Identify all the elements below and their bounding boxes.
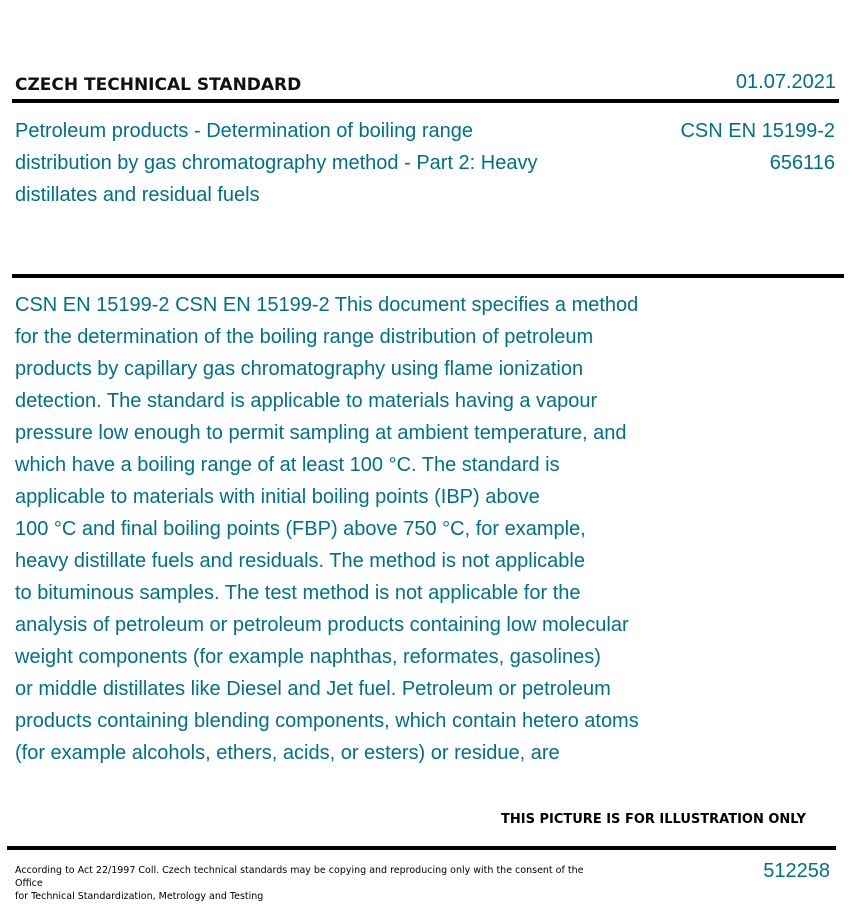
footer-divider: [7, 846, 836, 850]
header-divider: [12, 99, 839, 103]
class-number: 656116: [769, 152, 835, 174]
title-divider: [12, 274, 844, 278]
standard-codes: [680, 115, 835, 179]
standard-title: Petroleum products - Determination of boiling range distribution by gas chromatography method - Part 2: Heavy distillates and residual fuels: [15, 120, 538, 206]
publication-date: 01.07.2021: [735, 71, 836, 93]
document-type-label: CZECH TECHNICAL STANDARD: [15, 75, 302, 95]
standard-code: CSN EN 15199-2: [680, 120, 835, 142]
copyright-note: According to Act 22/1997 Coll. Czech technical standards may be copying and reproducing only with the consent of the Office for Technical Standardization, Metrology and Testing: [15, 865, 584, 902]
document-number: 512258: [763, 860, 830, 882]
illustration-note: THIS PICTURE IS FOR ILLUSTRATION ONLY: [501, 812, 806, 827]
abstract-text: CSN EN 15199-2 CSN EN 15199-2 This document specifies a method for the determination of the boiling range distribution of petroleum products by capillary gas chromatography using flame ionization detection. The standard is applicable to materials having a vapour pressure low enough to permit sampling at ambient temperature, and which have a boiling range of at least 100 °C. The standard is applicable to materials with initial boiling points (IBP) above 100 °C and final boiling points (FBP) above 750 °C, for example, heavy distillate fuels and residuals. The method is not applicable to bituminous samples. The test method is not applicable for the analysis of petroleum or petroleum products containing low molecular weight components (for example naphthas, reformates, gasolines) or middle distillates like Diesel and Jet fuel. Petroleum or petroleum products containing blending components, which contain hetero atoms (for example alcohols, ethers, acids, or esters) or residue, are: [15, 294, 639, 764]
